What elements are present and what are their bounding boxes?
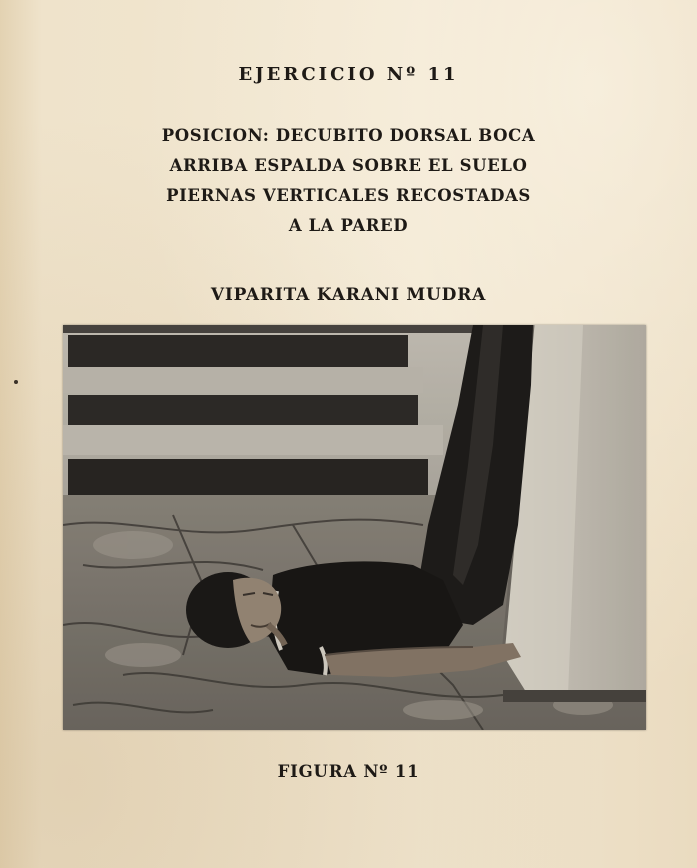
exercise-title: EJERCICIO Nº 11: [238, 64, 459, 85]
position-line-2: ARRIBA ESPALDA SOBRE EL SUELO: [169, 156, 528, 175]
photo-illustration: [63, 325, 646, 730]
position-description: [0, 121, 697, 241]
position-line-3: PIERNAS VERTICALES RECOSTADAS: [166, 186, 531, 205]
position-line-1: POSICION: DECUBITO DORSAL BOCA: [161, 126, 536, 145]
figure-caption: FIGURA Nº 11: [277, 762, 420, 781]
exercise-photo: [63, 325, 646, 730]
pose-name: VIPARITA KARANI MUDRA: [210, 285, 487, 305]
position-line-4: A LA PARED: [288, 216, 409, 235]
page-mark: [14, 380, 18, 384]
